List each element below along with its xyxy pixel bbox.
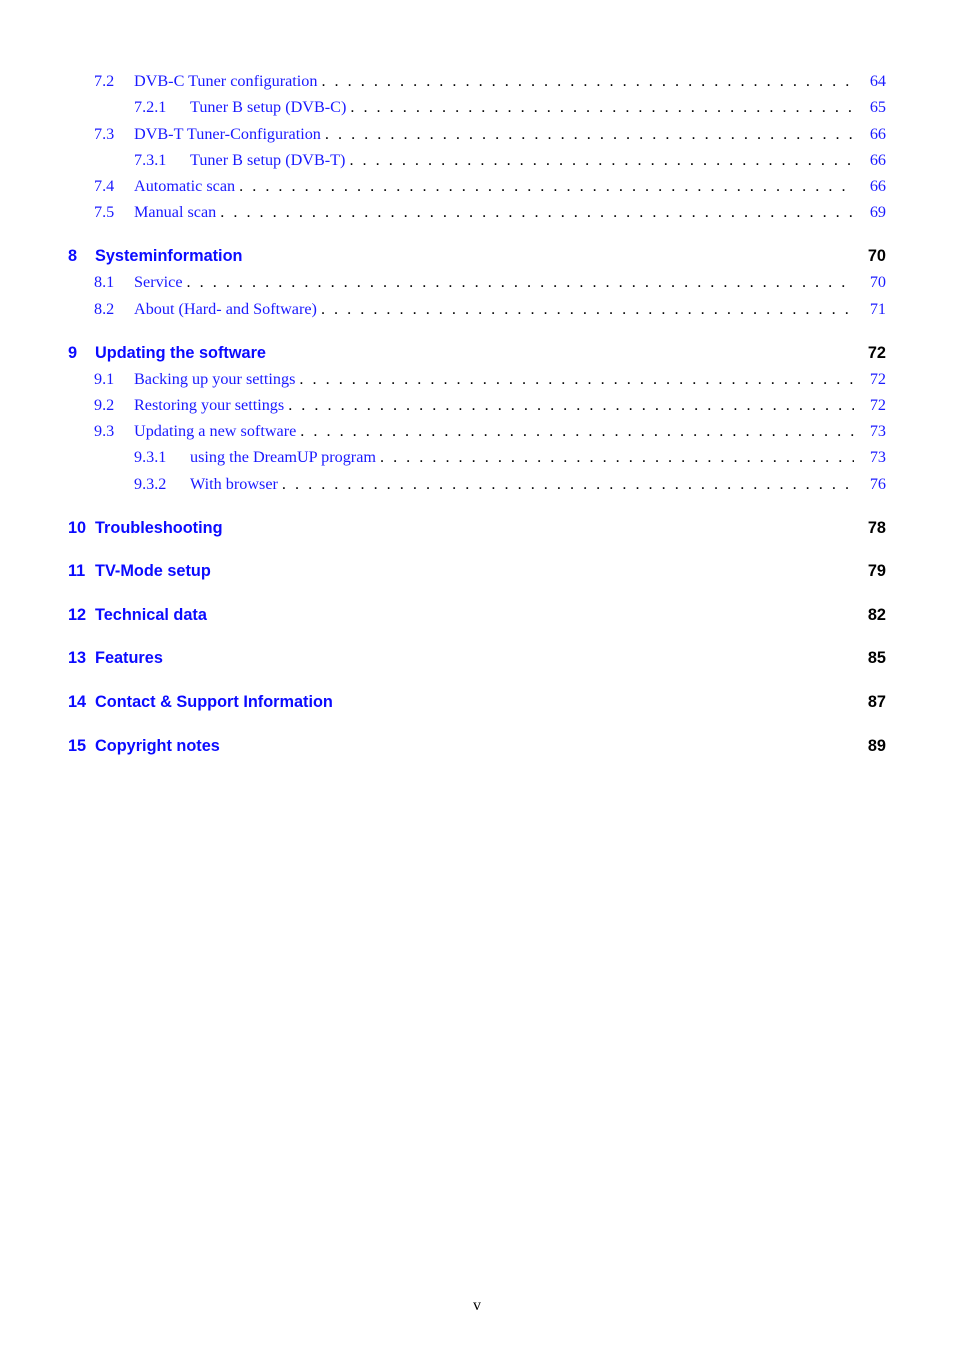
page-number-footer: v <box>473 1297 481 1314</box>
toc-chapter-12[interactable] <box>68 602 886 628</box>
toc-entry-8-2[interactable] <box>68 296 886 322</box>
toc-chapter-13[interactable] <box>68 645 886 671</box>
dot-leader <box>183 269 854 295</box>
toc-page: 73 <box>869 422 886 441</box>
toc-title: Automatic scan <box>134 177 236 196</box>
toc-title: Contact & Support Information <box>95 693 333 712</box>
toc-title: TV-Mode setup <box>95 562 211 581</box>
toc-page: 76 <box>869 474 886 493</box>
toc-chapter-14[interactable] <box>68 689 886 715</box>
toc-title: Tuner B setup (DVB-C) <box>190 98 347 117</box>
toc-title: Service <box>134 273 183 292</box>
toc-number: 7.4 <box>94 177 115 196</box>
dot-leader <box>216 199 854 225</box>
toc-entry-9-3-1[interactable] <box>68 444 886 470</box>
toc-number: 10 <box>68 518 87 537</box>
toc-number: 7.2 <box>94 72 115 90</box>
toc-page: 73 <box>869 448 886 467</box>
toc-title: Backing up your settings <box>134 369 296 388</box>
toc-chapter-11[interactable] <box>68 558 886 584</box>
table-of-contents <box>68 68 886 759</box>
toc-page: 65 <box>869 98 886 117</box>
toc-page: 66 <box>869 177 886 196</box>
toc-number: 9.3 <box>94 422 115 441</box>
dot-leader <box>295 366 854 392</box>
toc-number: 8 <box>68 247 78 266</box>
toc-title: Systeminformation <box>95 247 243 266</box>
toc-chapter-15[interactable] <box>68 733 886 759</box>
toc-title: using the DreamUP program <box>190 448 376 467</box>
toc-page: 70 <box>869 273 886 292</box>
toc-page: 85 <box>867 649 886 668</box>
toc-page: 72 <box>869 395 886 414</box>
toc-page: 64 <box>869 72 886 90</box>
toc-entry-9-2[interactable] <box>68 392 886 418</box>
toc-number: 14 <box>68 693 87 712</box>
toc-entry-7-2[interactable] <box>68 68 886 94</box>
toc-title: DVB-T Tuner-Configuration <box>134 124 321 143</box>
toc-chapter-8[interactable] <box>68 243 886 269</box>
toc-page: 69 <box>869 203 886 222</box>
toc-page: 89 <box>867 736 886 755</box>
toc-number: 9.3.2 <box>134 474 167 493</box>
toc-page: 78 <box>867 518 886 537</box>
toc-number: 12 <box>68 605 87 624</box>
toc-title: With browser <box>190 474 278 493</box>
toc-chapter-10[interactable] <box>68 515 886 541</box>
toc-number: 13 <box>68 649 87 668</box>
dot-leader <box>321 121 854 147</box>
toc-page: 66 <box>869 124 886 143</box>
toc-number: 7.3.1 <box>134 150 167 169</box>
dot-leader <box>284 392 854 418</box>
toc-number: 7.3 <box>94 124 115 143</box>
toc-page: 82 <box>867 605 886 624</box>
toc-entry-8-1[interactable] <box>68 269 886 295</box>
dot-leader <box>376 444 854 470</box>
toc-number: 8.2 <box>94 299 115 318</box>
toc-entry-7-3[interactable] <box>68 121 886 147</box>
toc-page: 66 <box>869 150 886 169</box>
toc-entry-7-5[interactable] <box>68 199 886 225</box>
toc-title: About (Hard- and Software) <box>134 299 317 318</box>
toc-page: 72 <box>869 369 886 388</box>
toc-title: Copyright notes <box>95 736 220 755</box>
toc-number: 15 <box>68 736 87 755</box>
toc-title: Technical data <box>95 605 207 624</box>
toc-page: 71 <box>869 299 886 318</box>
toc-entry-7-3-1[interactable] <box>68 147 886 173</box>
dot-leader <box>296 418 854 444</box>
toc-number: 9.2 <box>94 395 115 414</box>
dot-leader <box>235 173 854 199</box>
toc-title: Troubleshooting <box>95 518 223 537</box>
toc-entry-9-3-2[interactable] <box>68 471 886 497</box>
toc-title: Tuner B setup (DVB-T) <box>190 150 346 169</box>
toc-title: Manual scan <box>134 203 217 222</box>
toc-entry-9-1[interactable] <box>68 366 886 392</box>
toc-entry-7-2-1[interactable] <box>68 94 886 120</box>
toc-chapter-9[interactable] <box>68 340 886 366</box>
toc-entry-7-4[interactable] <box>68 173 886 199</box>
toc-page: 87 <box>867 693 886 712</box>
toc-page: 70 <box>867 247 886 266</box>
dot-leader <box>278 471 854 497</box>
toc-number: 9 <box>68 343 78 362</box>
toc-title: DVB-C Tuner configuration <box>134 72 318 90</box>
toc-number: 9.3.1 <box>134 448 167 467</box>
dot-leader <box>345 147 854 173</box>
toc-number: 7.2.1 <box>134 98 167 117</box>
toc-title: Updating the software <box>95 343 266 362</box>
toc-number: 11 <box>68 562 86 581</box>
toc-page: 72 <box>867 343 886 362</box>
toc-number: 8.1 <box>94 273 115 292</box>
dot-leader <box>346 94 854 120</box>
dot-leader <box>317 68 854 94</box>
toc-title: Updating a new software <box>134 422 297 441</box>
toc-entry-9-3[interactable] <box>68 418 886 444</box>
toc-title: Features <box>95 649 163 668</box>
dot-leader <box>317 296 854 322</box>
toc-number: 7.5 <box>94 203 115 222</box>
toc-number: 9.1 <box>94 369 115 388</box>
toc-title: Restoring your settings <box>134 395 285 414</box>
toc-page: 79 <box>867 562 886 581</box>
